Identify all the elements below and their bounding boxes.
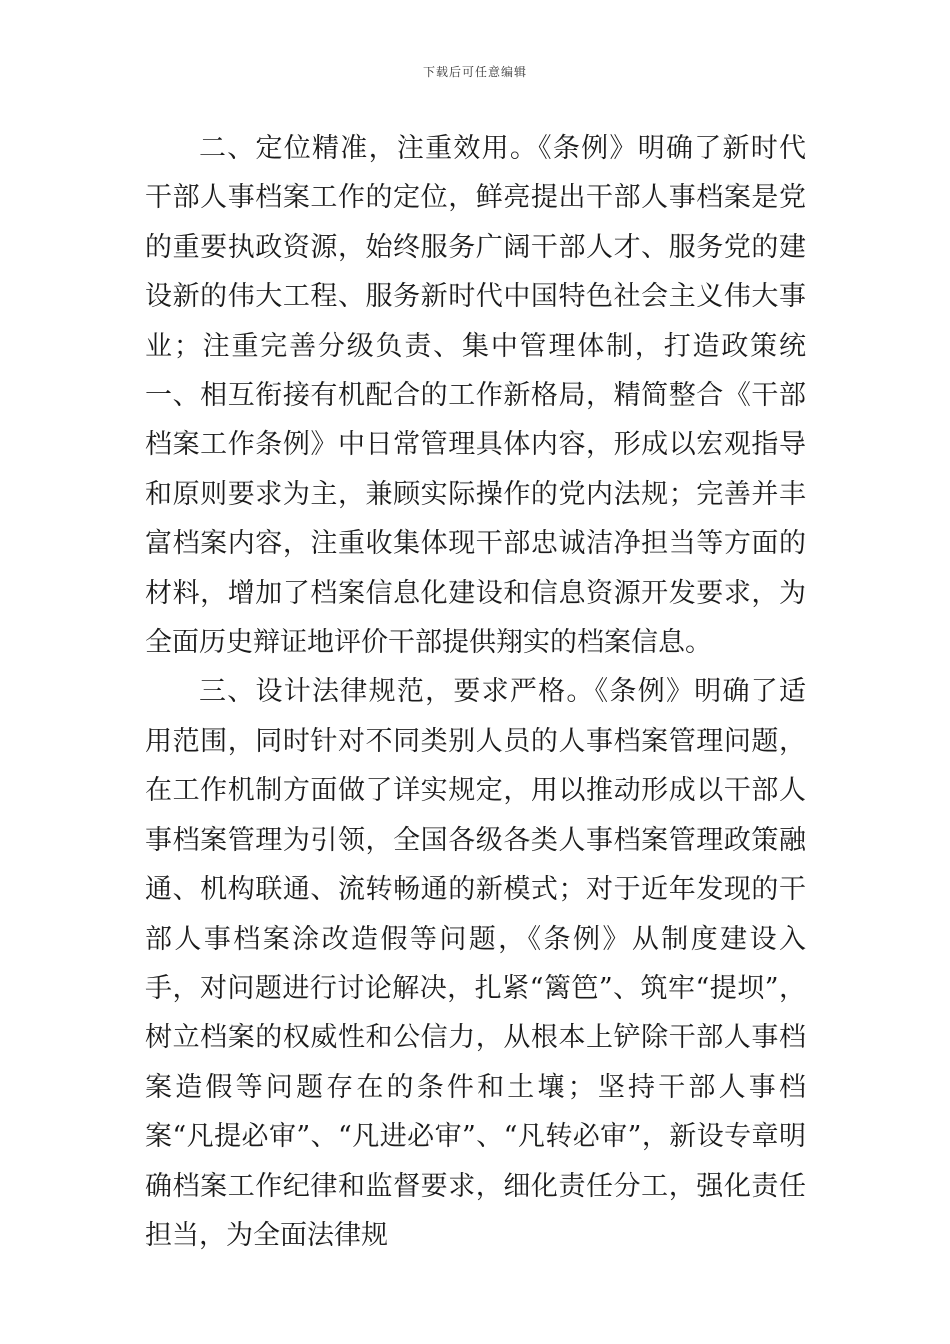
page-header: 下载后可任意编辑 [422,65,527,79]
paragraph-design: 三、设计法律规范，要求严格。《条例》明确了适用范围，同时针对不同类别人员的人事档案管理问题，在工作机制方面做了详实规定，用以推动形成以干部人事档案管理为引领，全国各级各类人事档案管理政策融通、机构联通、流转畅通的新模式；对于近年发现的干部人事档案涂改造假等问题，《条例》从制度建设入手，对问题进行讨论解决，扎紧“篱笆”、筑牢“提坝”，树立档案的权威性和公信力，从根本上铲除干部人事档案造假等问题存在的条件和土壤；坚持干部人事档案“凡提必审”、“凡进必审”、“凡转必审”，新设专章明确档案工作纪律和监督要求，细化责任分工，强化责任担当，为全面法律规 [145,676,806,1251]
document-body [145,124,806,1260]
paragraph-positioning: 二、定位精准，注重效用。《条例》明确了新时代干部人事档案工作的定位，鲜亮提出干部人事档案是党的重要执政资源，始终服务广阔干部人才、服务党的建设新的伟大工程、服务新时代中国特色社会主义伟大事业；注重完善分级负责、集中管理体制，打造政策统一、相互衔接有机配合的工作新格局，精简整合《干部档案工作条例》中日常管理具体内容，形成以宏观指导和原则要求为主，兼顾实际操作的党内法规；完善并丰富档案内容，注重收集体现干部忠诚洁净担当等方面的材料，增加了档案信息化建设和信息资源开发要求，为全面历史辩证地评价干部提供翔实的档案信息。 [145,133,806,659]
